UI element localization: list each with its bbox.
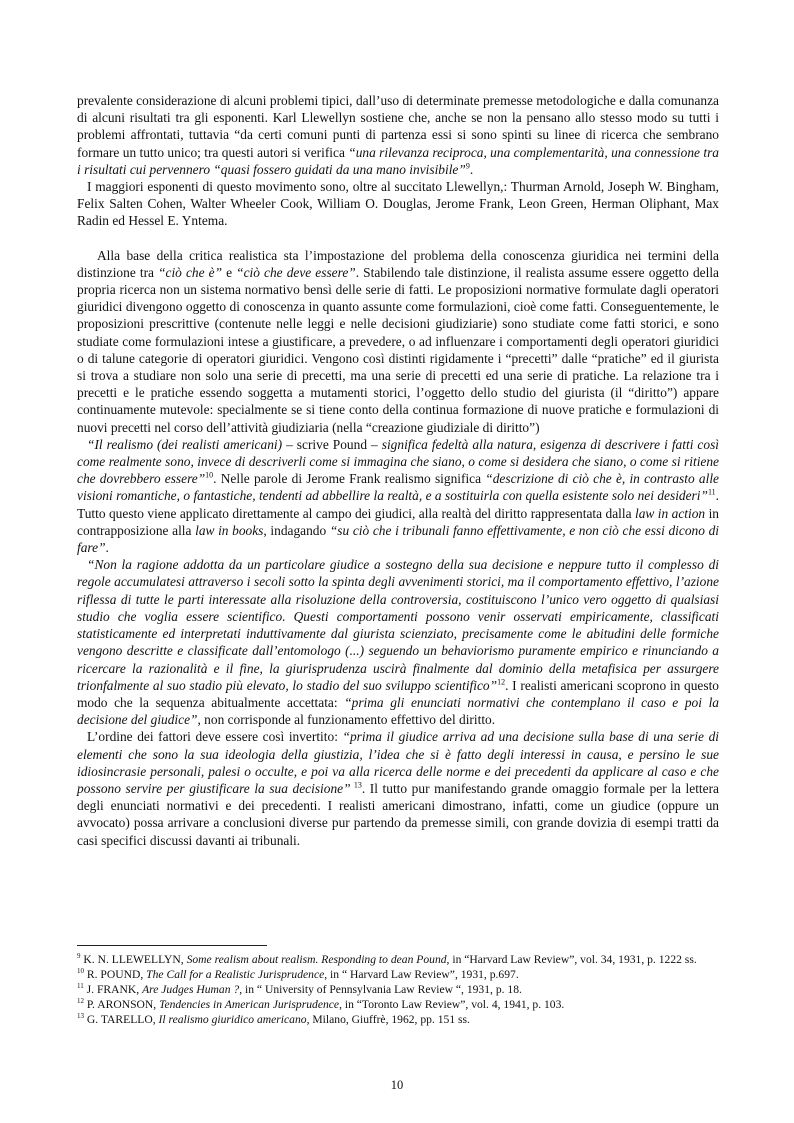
paragraph-behaviorism-quote <box>77 556 719 728</box>
text-run: Some realism about realism. Responding to dean Pound <box>186 953 447 966</box>
text-run: in contrapposizione alla <box>77 505 720 538</box>
text-run: K. N. LLEWELLYN, <box>80 953 187 966</box>
footnote-ref: 13 <box>77 1012 84 1021</box>
text-run: , in “Toronto Law Review”, vol. 4, 1941, p. 103. <box>339 998 565 1011</box>
text-run: . Tutto questo viene applicato direttamente al campo dei giudici, alla realtà del diritto rappresentata dalla <box>77 488 719 521</box>
text-run: R. POUND, <box>84 968 147 981</box>
footnote-9 <box>77 952 719 967</box>
text-run: “ciò che deve essere” <box>236 264 356 280</box>
text-run: , indagando <box>263 522 330 538</box>
text-run: G. TARELLO, <box>84 1013 159 1026</box>
footnote-12 <box>77 997 719 1012</box>
footnotes <box>77 952 719 1027</box>
footnote-ref: 9 <box>465 161 470 171</box>
text-run: e <box>222 264 237 280</box>
text-run: , in “Harvard Law Review”, vol. 34, 1931, p. 1222 ss. <box>446 953 697 966</box>
text-run: . Stabilendo tale distinzione, il realista assume essere oggetto della propria ricerca non un sistema normativo bensì delle serie di fatti. Le proposizioni normative formulate dagli operatori giuridici divengono oggetto di conoscenza in quanto assunte come formulazioni, cioè come fatti. Conseguentemente, le proposizioni prescrittive (contenute nelle leggi e nelle decisioni giudiziarie) sono studiate come fatti storici, e sono studiate come formulazioni intese a giustificare, a prevedere, o ad influenzare i comportamenti degli operatori giuridici o di talune categorie di operatori giuridici. Vengono così distinti rigidamente i “precetti” dalle “pratiche” ed il giurista si trova a studiare non solo una serie di precetti, ma una serie di precetti ed una serie di pratiche. La relazione tra i precetti e le pratiche essendo soggetta a mutamenti storici, l’oggetto dello studio del giurista (il “diritto”) appare continuamente mutevole: specialmente se si tiene conto della continua formazione di nuove pratiche e formulazioni di nuovi precetti nel corso dell’attività giudiziaria (nella “creazione giudiziale di diritto”) <box>77 264 719 435</box>
text-run: “descrizione di ciò che è, in contrasto alle visioni romantiche, o fantastiche, tendenti ad abbellire la realtà, e a sostituirla con quella esistente solo nei desideri” <box>77 471 719 504</box>
text-run: “prima gli enunciati normativi che contemplano il caso e poi la decisione del giudice” <box>77 694 719 728</box>
text-run: law in action <box>635 505 706 521</box>
text-run: , in “ Harvard Law Review”, 1931, p.697. <box>324 968 519 981</box>
footnote-ref: 10 <box>205 470 214 480</box>
paragraph-realist-critique <box>77 247 719 436</box>
paragraph-pound-quote <box>77 436 719 556</box>
page-number: 10 <box>390 1078 404 1092</box>
text-run: “prima il giudice arriva ad una decisione sulla base di una serie di elementi che sono la sua ideologia della giustizia, l’idea che si è fatto degli interessi in causa, e persino le sue idiosincrasie personali, palesi o occulte, e poi va alla ricerca delle norme e dei precedenti da applicare al caso e che possono servire per giustificare la sua decisione” <box>77 729 719 796</box>
text-run: significa fedeltà alla natura, esigenza di descrivere i fatti così come realmente sono, invece di descriverli come si immagina che siano, o come si desidera che siano, o come si ritiene che dovrebbero essere” <box>77 436 719 487</box>
paragraph-exponents <box>77 178 719 230</box>
text-run: Tendencies in American Jurisprudence <box>159 998 340 1011</box>
text-run: I maggiori esponenti di questo movimento sono, oltre al succitato Llewellyn,: Thurman Arnold, Joseph W. Bingham, Felix Salten Cohen, Walter Wheeler Cook, William O. Douglas, Jerome Frank, Leon Green, Herman Oliphant, Max Radin ed Hessel E. Yntema. <box>77 179 719 229</box>
footnote-ref: 11 <box>77 982 84 991</box>
footnote-ref: 9 <box>77 952 81 961</box>
text-run: . Il tutto pur manifestando grande omaggio formale per la lettera degli enunciati normativi e dei precedenti. I realisti americani dimostrano, infatti, come un giudice (oppure un avvocato) possa arrivare a conclusioni diverse pur partendo da premesse simili, con grande dovizia di esempi tratti da casi specifici discussi davanti ai tribunali. <box>77 780 719 848</box>
text-run: , Milano, Giuffrè, 1962, pp. 151 ss. <box>306 1013 470 1026</box>
text-run: Alla base della critica realistica sta l’impostazione del problema della conoscenza giuridica nei termini della distinzione tra <box>77 247 719 280</box>
text-run: P. ARONSON, <box>84 998 160 1011</box>
text-run: , non corrisponde al funzionamento effettivo del diritto. <box>197 712 496 728</box>
text-run: L’ordine dei fattori deve essere così invertito: <box>87 729 343 745</box>
text-run: “Non la ragione addotta da un particolare giudice a sostegno della sua decisione e neppure tutto il complesso di regole accumulatesi attraverso i secoli sotto la spinta degli avvenimenti storici, ma il comportamento effettivo, l’azione riflessa di tutte le parti interessate alla risoluzione della controversia, costituiscono l’unico vero oggetto di qualsiasi studio che voglia essere scientifico. Questi comportamenti possono venir osservati empiricamente, classificati statisticamente ed interpretati induttivamente dal giurista scienziato, precisamente come le abitudini delle formiche vengono descritte e classificate dall’entomologo (...) seguendo un behaviorismo puramente empirico e rinunciando a ricercare la razionalità e il fine, la giurisprudenza uscirà finalmente dal dominio della metafisica per assurgere trionfalmente al suo stadio più elevato, lo stadio del suo sviluppo scientifico” <box>77 557 719 693</box>
text-run: law in books <box>195 522 264 538</box>
text-run: Are Judges Human ? <box>142 983 240 996</box>
footnote-10 <box>77 967 719 982</box>
text-run: . <box>105 540 109 556</box>
text-run: . Nelle parole di Jerome Frank realismo significa <box>213 471 486 487</box>
text-run: . I realisti americani scoprono in questo modo che la sequenza abitualmente accettata: <box>77 677 719 710</box>
text-run: . <box>469 161 474 177</box>
paragraph-intro-continuation <box>77 92 719 178</box>
footnote-ref: 13 <box>350 780 362 790</box>
text-run: prevalente considerazione di alcuni problemi tipici, dall’uso di determinate premesse metodologiche e dalla comunanza di alcuni risultati tra gli esponenti. Karl Llewellyn sostiene che, anche se non la pensano allo stesso modo su tutti i problemi affrontati, tuttavia “da certi comuni punti di partenza essi si sono spinti su linee di ricerca che sembrano formare un tutto unico; tra questi autori si verifica <box>77 93 719 160</box>
footnote-ref: 11 <box>707 488 716 497</box>
text-run: The Call for a Realistic Jurisprudence <box>146 968 325 981</box>
text-run: Il realismo giuridico americano <box>158 1013 307 1026</box>
page-body <box>77 92 719 849</box>
footnote-separator <box>77 945 267 946</box>
text-run: “Il realismo (dei realisti americani) <box>87 436 283 452</box>
footnote-ref: 12 <box>497 677 506 687</box>
text-run: “ciò che è” <box>158 264 223 280</box>
text-run: “su ciò che i tribunali fanno effettivamente, e non ciò che essi dicono di fare” <box>77 522 719 556</box>
text-run: – scrive Pound – <box>282 436 382 452</box>
text-run: J. FRANK, <box>83 983 143 996</box>
footnote-ref: 10 <box>77 967 84 976</box>
paragraph-order-of-factors <box>77 728 719 848</box>
text-run: “una rilevanza reciproca, una complementarità, una connessione tra i risultati cui pervennero “quasi fossero guidati da una mano invisibile” <box>77 144 719 177</box>
footnote-ref: 12 <box>77 997 84 1006</box>
footnote-13 <box>77 1012 719 1027</box>
text-run: , in “ University of Pennsylvania Law Review “, 1931, p. 18. <box>239 983 522 996</box>
footnote-11 <box>77 982 719 997</box>
